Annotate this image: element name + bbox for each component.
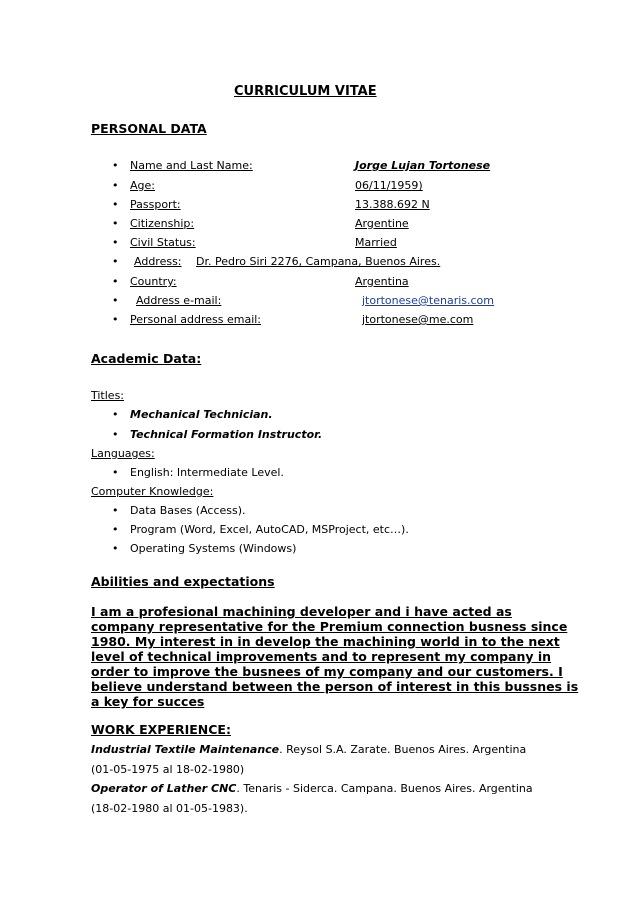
bullet-icon: •: [112, 466, 119, 479]
bullet-icon: •: [112, 294, 119, 307]
value-country: Argentina: [355, 275, 409, 288]
job-entry: [91, 743, 526, 756]
job-entry: [91, 782, 533, 795]
abilities-heading: Abilities and expectations: [91, 574, 275, 589]
bullet-icon: •: [112, 159, 119, 172]
bullet-icon: •: [112, 275, 119, 288]
work-heading: WORK EXPERIENCE:: [91, 722, 231, 737]
label-citizenship: Citizenship:: [130, 217, 195, 230]
computer-item: Data Bases (Access).: [130, 504, 246, 517]
abilities-line: level of technical improvements and to represent my company in: [91, 649, 552, 664]
academic-heading: Academic Data:: [91, 351, 202, 366]
bullet-icon: •: [112, 236, 119, 249]
value-civil-status: Married: [355, 236, 397, 249]
page-title: CURRICULUM VITAE: [234, 84, 377, 99]
job-dates: (18-02-1980 al 01-05-1983).: [91, 802, 248, 815]
label-civil-status: Civil Status:: [130, 236, 196, 249]
abilities-line: believe understand between the person of interest in this bussnes is: [91, 679, 579, 694]
email-link[interactable]: jtortonese@tenaris.com: [362, 294, 494, 307]
titles-label: Titles:: [91, 389, 125, 402]
title-item: Technical Formation Instructor.: [130, 428, 323, 441]
bullet-icon: •: [112, 428, 119, 441]
label-name: Name and Last Name:: [130, 159, 253, 172]
bullet-icon: •: [112, 255, 119, 268]
label-country: Country:: [130, 275, 177, 288]
label-email: Address e-mail:: [136, 294, 222, 307]
job-detail: . Tenaris - Siderca. Campana. Buenos Aires. Argentina: [236, 782, 533, 795]
personal-data-heading: PERSONAL DATA: [91, 121, 207, 136]
languages-label: Languages:: [91, 447, 155, 460]
bullet-icon: •: [112, 504, 119, 517]
value-address: Dr. Pedro Siri 2276, Campana, Buenos Aires.: [196, 255, 441, 268]
value-age: 06/11/1959): [355, 179, 423, 192]
bullet-icon: •: [112, 542, 119, 555]
computer-item: Program (Word, Excel, AutoCAD, MSProject, etc…).: [130, 523, 409, 536]
abilities-line: a key for succes: [91, 694, 205, 709]
abilities-line: company representative for the Premium connection busness since: [91, 619, 568, 634]
label-personal-email: Personal address email:: [130, 313, 262, 326]
abilities-line: order to improve the busnees of my company and our customers. I: [91, 664, 563, 679]
job-dates: (01-05-1975 al 18-02-1980): [91, 763, 245, 776]
bullet-icon: •: [112, 313, 119, 326]
bullet-icon: •: [112, 408, 119, 421]
value-name: Jorge Lujan Tortonese: [355, 159, 491, 172]
job-role: Operator of Lather CNC: [91, 782, 237, 795]
bullet-icon: •: [112, 198, 119, 211]
label-age: Age:: [130, 179, 155, 192]
value-citizenship: Argentine: [355, 217, 409, 230]
job-role: Industrial Textile Maintenance: [91, 743, 280, 756]
title-item: Mechanical Technician.: [130, 408, 273, 421]
bullet-icon: •: [112, 523, 119, 536]
abilities-line: I am a profesional machining developer and i have acted as: [91, 604, 512, 619]
job-detail: . Reysol S.A. Zarate. Buenos Aires. Argentina: [279, 743, 527, 756]
label-passport: Passport:: [130, 198, 181, 211]
value-personal-email: jtortonese@me.com: [362, 313, 474, 326]
bullet-icon: •: [112, 217, 119, 230]
computer-label: Computer Knowledge:: [91, 485, 214, 498]
label-address: Address:: [134, 255, 182, 268]
value-passport: 13.388.692 N: [355, 198, 430, 211]
computer-item: Operating Systems (Windows): [130, 542, 297, 555]
language-item: English: Intermediate Level.: [130, 466, 284, 479]
abilities-line: 1980. My interest in in develop the machining world in to the next: [91, 634, 560, 649]
bullet-icon: •: [112, 179, 119, 192]
